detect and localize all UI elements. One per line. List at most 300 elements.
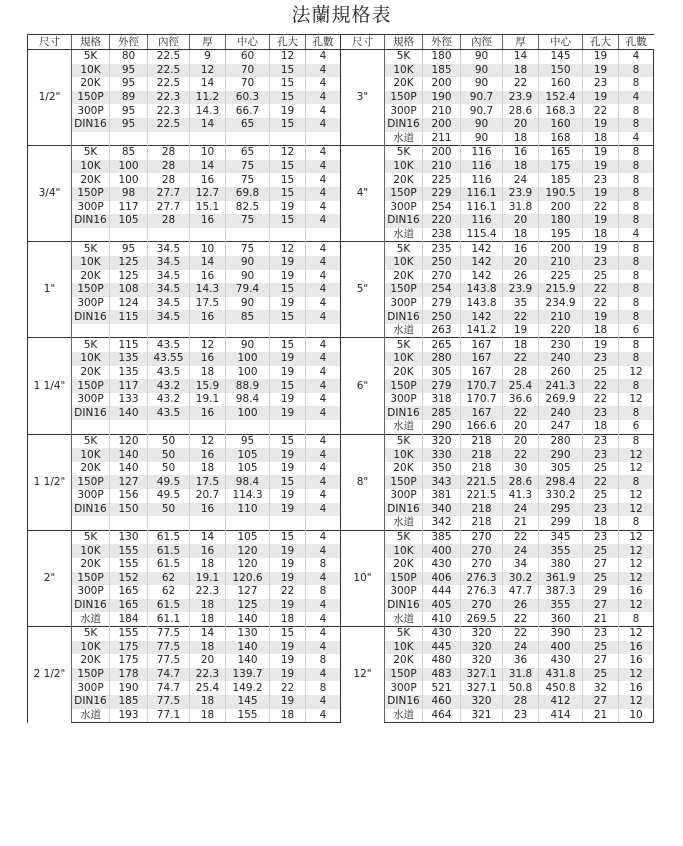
center-cell: 290: [539, 448, 583, 462]
outer-diameter-cell: 95: [110, 118, 148, 132]
hole-size-cell: 18: [583, 420, 619, 434]
hole-size-cell: 19: [583, 160, 619, 174]
center-cell: 75: [226, 242, 270, 256]
thickness-cell: 24: [503, 544, 539, 558]
inner-diameter-cell: 61.5: [148, 544, 190, 558]
outer-diameter-cell: 89: [110, 91, 148, 105]
center-cell: 98.4: [226, 393, 270, 407]
hole-count-cell: 4: [306, 104, 341, 118]
outer-diameter-cell: 343: [423, 475, 461, 489]
hole-count-cell: 12: [619, 572, 654, 586]
center-cell: 145: [226, 695, 270, 709]
spec-cell: 10K: [72, 448, 110, 462]
inner-diameter-cell: 218: [461, 434, 503, 448]
thickness-cell: 36: [503, 654, 539, 668]
center-cell: 98.4: [226, 475, 270, 489]
thickness-cell: 15.9: [190, 379, 226, 393]
thickness-cell: 14: [503, 50, 539, 64]
thickness-cell: 20: [503, 118, 539, 132]
outer-diameter-cell: 140: [110, 462, 148, 476]
hole-count-cell: 8: [306, 681, 341, 695]
hole-size-cell: 15: [270, 310, 306, 324]
size-cell: 12": [341, 626, 385, 722]
thickness-cell: 22: [503, 310, 539, 324]
hole-size-cell: 22: [583, 104, 619, 118]
inner-diameter-cell: 90: [461, 50, 503, 64]
outer-diameter-cell: 155: [110, 626, 148, 640]
center-cell: 400: [539, 641, 583, 655]
spec-cell: 20K: [385, 558, 423, 572]
thickness-cell: 16: [503, 242, 539, 256]
thickness-cell: 14: [190, 626, 226, 640]
hole-size-cell: 18: [583, 324, 619, 338]
spec-cell: 20K: [72, 654, 110, 668]
thickness-cell: 47.7: [503, 585, 539, 599]
center-cell: 210: [539, 256, 583, 270]
center-cell: 82.5: [226, 201, 270, 215]
spec-cell: 300P: [385, 681, 423, 695]
outer-diameter-cell: 340: [423, 503, 461, 517]
inner-diameter-cell: 28: [148, 214, 190, 228]
thickness-cell: 22: [503, 612, 539, 626]
outer-diameter-cell: 95: [110, 64, 148, 78]
thickness-cell: 21: [503, 516, 539, 530]
center-cell: 430: [539, 654, 583, 668]
center-cell: [226, 228, 270, 242]
hole-count-cell: 4: [306, 668, 341, 682]
inner-diameter-cell: 116.1: [461, 201, 503, 215]
center-cell: 70: [226, 77, 270, 91]
size-cell: 8": [341, 434, 385, 530]
thickness-cell: 14: [190, 77, 226, 91]
spec-cell: 300P: [385, 489, 423, 503]
outer-diameter-cell: 98: [110, 187, 148, 201]
center-cell: 361.9: [539, 572, 583, 586]
thickness-cell: 18: [190, 709, 226, 723]
inner-diameter-cell: 166.6: [461, 420, 503, 434]
spec-cell: 150P: [385, 187, 423, 201]
hole-size-cell: 19: [583, 187, 619, 201]
thickness-cell: 18: [190, 695, 226, 709]
hole-size-cell: 23: [583, 256, 619, 270]
center-cell: 85: [226, 310, 270, 324]
thickness-cell: 11.2: [190, 91, 226, 105]
thickness-cell: [190, 324, 226, 338]
outer-diameter-cell: 285: [423, 406, 461, 420]
hole-size-cell: 18: [583, 132, 619, 146]
spec-cell: 5K: [385, 146, 423, 160]
hole-size-cell: 21: [583, 612, 619, 626]
hole-count-cell: 4: [306, 91, 341, 105]
center-cell: 160: [539, 118, 583, 132]
inner-diameter-cell: 61.1: [148, 612, 190, 626]
hole-size-cell: 19: [270, 270, 306, 284]
inner-diameter-cell: [148, 516, 190, 530]
hole-size-cell: [270, 516, 306, 530]
thickness-cell: 18: [190, 558, 226, 572]
thickness-cell: 24: [503, 503, 539, 517]
spec-cell: 10K: [385, 544, 423, 558]
spec-cell: 5K: [72, 530, 110, 544]
size-cell: 2 1/2": [28, 626, 72, 722]
center-cell: 105: [226, 462, 270, 476]
hole-size-cell: 18: [270, 709, 306, 723]
thickness-cell: 18: [503, 338, 539, 352]
hole-size-cell: 22: [583, 379, 619, 393]
header-outer-diameter: 外徑: [423, 35, 461, 50]
hole-size-cell: 19: [270, 104, 306, 118]
hole-count-cell: 4: [306, 572, 341, 586]
spec-cell: 10K: [385, 64, 423, 78]
spec-cell: 水道: [385, 228, 423, 242]
center-cell: 240: [539, 352, 583, 366]
center-cell: [226, 324, 270, 338]
hole-count-cell: 8: [619, 434, 654, 448]
thickness-cell: 18: [190, 366, 226, 380]
outer-diameter-cell: 483: [423, 668, 461, 682]
center-cell: 247: [539, 420, 583, 434]
outer-diameter-cell: 135: [110, 352, 148, 366]
center-cell: 345: [539, 530, 583, 544]
thickness-cell: 18: [503, 132, 539, 146]
hole-count-cell: 4: [306, 283, 341, 297]
hole-size-cell: 19: [270, 352, 306, 366]
outer-diameter-cell: 108: [110, 283, 148, 297]
thickness-cell: 10: [190, 146, 226, 160]
hole-size-cell: 19: [583, 64, 619, 78]
outer-diameter-cell: 480: [423, 654, 461, 668]
size-cell: 5": [341, 242, 385, 338]
inner-diameter-cell: 270: [461, 558, 503, 572]
hole-size-cell: 19: [270, 668, 306, 682]
hole-count-cell: 4: [306, 448, 341, 462]
inner-diameter-cell: 167: [461, 406, 503, 420]
hole-size-cell: 19: [270, 599, 306, 613]
outer-diameter-cell: 165: [110, 585, 148, 599]
outer-diameter-cell: 140: [110, 448, 148, 462]
outer-diameter-cell: 124: [110, 297, 148, 311]
spec-cell: 20K: [72, 366, 110, 380]
thickness-cell: 25.4: [190, 681, 226, 695]
thickness-cell: 14: [190, 256, 226, 270]
thickness-cell: 20: [503, 256, 539, 270]
thickness-cell: 16: [190, 406, 226, 420]
hole-size-cell: 15: [270, 91, 306, 105]
hole-count-cell: 12: [619, 393, 654, 407]
thickness-cell: [190, 516, 226, 530]
center-cell: 299: [539, 516, 583, 530]
center-cell: 241.3: [539, 379, 583, 393]
thickness-cell: 22.3: [190, 585, 226, 599]
thickness-cell: 28.6: [503, 475, 539, 489]
spec-cell: DIN16: [385, 503, 423, 517]
inner-diameter-cell: 270: [461, 544, 503, 558]
center-cell: 88.9: [226, 379, 270, 393]
header-thickness: 厚: [190, 35, 226, 50]
hole-count-cell: 4: [306, 173, 341, 187]
hole-count-cell: 8: [306, 558, 341, 572]
outer-diameter-cell: [110, 132, 148, 146]
outer-diameter-cell: [110, 324, 148, 338]
hole-count-cell: 8: [619, 146, 654, 160]
spec-cell: 150P: [385, 668, 423, 682]
center-cell: 355: [539, 544, 583, 558]
hole-count-cell: 8: [306, 654, 341, 668]
hole-size-cell: 19: [270, 695, 306, 709]
hole-count-cell: 4: [306, 64, 341, 78]
inner-diameter-cell: 270: [461, 530, 503, 544]
inner-diameter-cell: 320: [461, 695, 503, 709]
outer-diameter-cell: 350: [423, 462, 461, 476]
inner-diameter-cell: 170.7: [461, 393, 503, 407]
thickness-cell: 16: [190, 310, 226, 324]
spec-cell: 10K: [72, 641, 110, 655]
center-cell: 120.6: [226, 572, 270, 586]
thickness-cell: 16: [190, 448, 226, 462]
spec-cell: 水道: [72, 709, 110, 723]
hole-count-cell: 4: [619, 228, 654, 242]
size-cell: 1 1/4": [28, 338, 72, 434]
hole-size-cell: 22: [583, 475, 619, 489]
hole-size-cell: 15: [270, 530, 306, 544]
center-cell: 100: [226, 352, 270, 366]
center-cell: 355: [539, 599, 583, 613]
inner-diameter-cell: 90: [461, 118, 503, 132]
inner-diameter-cell: 167: [461, 352, 503, 366]
spec-cell: 20K: [72, 77, 110, 91]
hole-count-cell: 8: [619, 187, 654, 201]
spec-cell: [72, 516, 110, 530]
inner-diameter-cell: 90: [461, 64, 503, 78]
outer-diameter-cell: 120: [110, 434, 148, 448]
thickness-cell: 18: [190, 612, 226, 626]
inner-diameter-cell: 327.1: [461, 681, 503, 695]
hole-count-cell: 12: [619, 462, 654, 476]
outer-diameter-cell: 410: [423, 612, 461, 626]
inner-diameter-cell: 116: [461, 214, 503, 228]
spec-cell: DIN16: [385, 310, 423, 324]
inner-diameter-cell: 218: [461, 462, 503, 476]
inner-diameter-cell: 142: [461, 256, 503, 270]
inner-diameter-cell: 77.5: [148, 626, 190, 640]
thickness-cell: 16: [503, 146, 539, 160]
inner-diameter-cell: 43.2: [148, 393, 190, 407]
spec-cell: 5K: [385, 338, 423, 352]
center-cell: 180: [539, 214, 583, 228]
center-cell: [226, 516, 270, 530]
hole-size-cell: [270, 132, 306, 146]
hole-count-cell: 4: [306, 530, 341, 544]
spec-cell: 5K: [385, 530, 423, 544]
hole-count-cell: 16: [619, 654, 654, 668]
hole-size-cell: 15: [270, 434, 306, 448]
hole-count-cell: 6: [619, 324, 654, 338]
thickness-cell: [190, 420, 226, 434]
center-cell: 225: [539, 270, 583, 284]
center-cell: 260: [539, 366, 583, 380]
inner-diameter-cell: 34.5: [148, 242, 190, 256]
hole-count-cell: 4: [306, 160, 341, 174]
inner-diameter-cell: 143.8: [461, 297, 503, 311]
hole-count-cell: 4: [306, 187, 341, 201]
thickness-cell: 16: [190, 173, 226, 187]
thickness-cell: 20.7: [190, 489, 226, 503]
hole-count-cell: 4: [306, 475, 341, 489]
thickness-cell: 28: [503, 366, 539, 380]
hole-size-cell: 19: [583, 50, 619, 64]
hole-size-cell: 15: [270, 626, 306, 640]
hole-size-cell: 25: [583, 641, 619, 655]
inner-diameter-cell: 221.5: [461, 489, 503, 503]
spec-cell: 10K: [385, 160, 423, 174]
spec-cell: 20K: [72, 558, 110, 572]
hole-count-cell: 4: [306, 503, 341, 517]
outer-diameter-cell: 330: [423, 448, 461, 462]
spec-cell: [72, 324, 110, 338]
spec-cell: 5K: [385, 50, 423, 64]
outer-diameter-cell: 254: [423, 283, 461, 297]
hole-count-cell: 8: [619, 516, 654, 530]
spec-cell: 水道: [385, 516, 423, 530]
outer-diameter-cell: 130: [110, 530, 148, 544]
spec-cell: DIN16: [72, 406, 110, 420]
hole-size-cell: [270, 420, 306, 434]
outer-diameter-cell: 156: [110, 489, 148, 503]
thickness-cell: 30: [503, 462, 539, 476]
inner-diameter-cell: 74.7: [148, 668, 190, 682]
inner-diameter-cell: 320: [461, 641, 503, 655]
table-row: [28, 434, 654, 448]
hole-count-cell: 8: [619, 270, 654, 284]
hole-size-cell: 23: [583, 77, 619, 91]
inner-diameter-cell: 320: [461, 654, 503, 668]
thickness-cell: 12: [190, 338, 226, 352]
inner-diameter-cell: 142: [461, 310, 503, 324]
thickness-cell: 16: [190, 214, 226, 228]
outer-diameter-cell: 95: [110, 77, 148, 91]
size-cell: 1 1/2": [28, 434, 72, 530]
hole-size-cell: [270, 324, 306, 338]
thickness-cell: 24: [503, 173, 539, 187]
thickness-cell: 19.1: [190, 572, 226, 586]
center-cell: 130: [226, 626, 270, 640]
center-cell: 195: [539, 228, 583, 242]
center-cell: 234.9: [539, 297, 583, 311]
spec-cell: 5K: [72, 626, 110, 640]
spec-cell: 150P: [72, 187, 110, 201]
thickness-cell: 9: [190, 50, 226, 64]
thickness-cell: 22: [503, 626, 539, 640]
thickness-cell: 28: [503, 695, 539, 709]
spec-cell: 20K: [385, 173, 423, 187]
hole-count-cell: 6: [619, 420, 654, 434]
hole-count-cell: 4: [306, 709, 341, 723]
inner-diameter-cell: 320: [461, 626, 503, 640]
inner-diameter-cell: 116.1: [461, 187, 503, 201]
hole-size-cell: 25: [583, 544, 619, 558]
center-cell: 305: [539, 462, 583, 476]
hole-count-cell: 4: [306, 214, 341, 228]
inner-diameter-cell: 27.7: [148, 187, 190, 201]
outer-diameter-cell: 405: [423, 599, 461, 613]
center-cell: 295: [539, 503, 583, 517]
header-hole-count: 孔數: [306, 35, 341, 50]
hole-size-cell: 23: [583, 406, 619, 420]
inner-diameter-cell: 43.5: [148, 406, 190, 420]
spec-cell: 300P: [385, 201, 423, 215]
spec-cell: 10K: [72, 352, 110, 366]
thickness-cell: 23: [503, 709, 539, 723]
outer-diameter-cell: 165: [110, 599, 148, 613]
hole-count-cell: 4: [306, 256, 341, 270]
table-header: [28, 35, 654, 50]
hole-count-cell: 12: [619, 366, 654, 380]
inner-diameter-cell: 61.5: [148, 558, 190, 572]
hole-size-cell: 15: [270, 64, 306, 78]
spec-cell: 150P: [72, 572, 110, 586]
hole-count-cell: 4: [306, 406, 341, 420]
spec-cell: 150P: [385, 91, 423, 105]
spec-cell: 300P: [385, 393, 423, 407]
outer-diameter-cell: 125: [110, 256, 148, 270]
inner-diameter-cell: 34.5: [148, 283, 190, 297]
thickness-cell: 18: [190, 641, 226, 655]
thickness-cell: 41.3: [503, 489, 539, 503]
center-cell: 100: [226, 406, 270, 420]
inner-diameter-cell: 34.5: [148, 297, 190, 311]
hole-size-cell: 19: [270, 297, 306, 311]
inner-diameter-cell: 43.55: [148, 352, 190, 366]
hole-count-cell: 8: [619, 612, 654, 626]
spec-cell: 20K: [385, 462, 423, 476]
inner-diameter-cell: 49.5: [148, 489, 190, 503]
header-hole-count: 孔數: [619, 35, 654, 50]
inner-diameter-cell: 61.5: [148, 599, 190, 613]
center-cell: 60.3: [226, 91, 270, 105]
hole-count-cell: 4: [306, 393, 341, 407]
center-cell: 200: [539, 201, 583, 215]
thickness-cell: 22: [503, 352, 539, 366]
hole-count-cell: 8: [619, 379, 654, 393]
hole-count-cell: 8: [619, 256, 654, 270]
outer-diameter-cell: 210: [423, 160, 461, 174]
spec-cell: 300P: [385, 297, 423, 311]
outer-diameter-cell: 254: [423, 201, 461, 215]
spec-cell: 5K: [385, 242, 423, 256]
inner-diameter-cell: 50: [148, 434, 190, 448]
inner-diameter-cell: 269.5: [461, 612, 503, 626]
inner-diameter-cell: 90.7: [461, 104, 503, 118]
outer-diameter-cell: 400: [423, 544, 461, 558]
outer-diameter-cell: 190: [423, 91, 461, 105]
spec-cell: 300P: [72, 104, 110, 118]
hole-size-cell: 22: [583, 297, 619, 311]
outer-diameter-cell: 225: [423, 173, 461, 187]
outer-diameter-cell: 127: [110, 475, 148, 489]
hole-count-cell: 12: [619, 530, 654, 544]
spec-cell: 300P: [72, 681, 110, 695]
outer-diameter-cell: 444: [423, 585, 461, 599]
hole-size-cell: 19: [583, 118, 619, 132]
center-cell: 127: [226, 585, 270, 599]
spec-cell: 150P: [72, 475, 110, 489]
hole-count-cell: 8: [619, 406, 654, 420]
hole-size-cell: 19: [270, 654, 306, 668]
thickness-cell: 22: [503, 448, 539, 462]
inner-diameter-cell: 61.5: [148, 530, 190, 544]
hole-count-cell: 12: [619, 668, 654, 682]
inner-diameter-cell: 28: [148, 146, 190, 160]
